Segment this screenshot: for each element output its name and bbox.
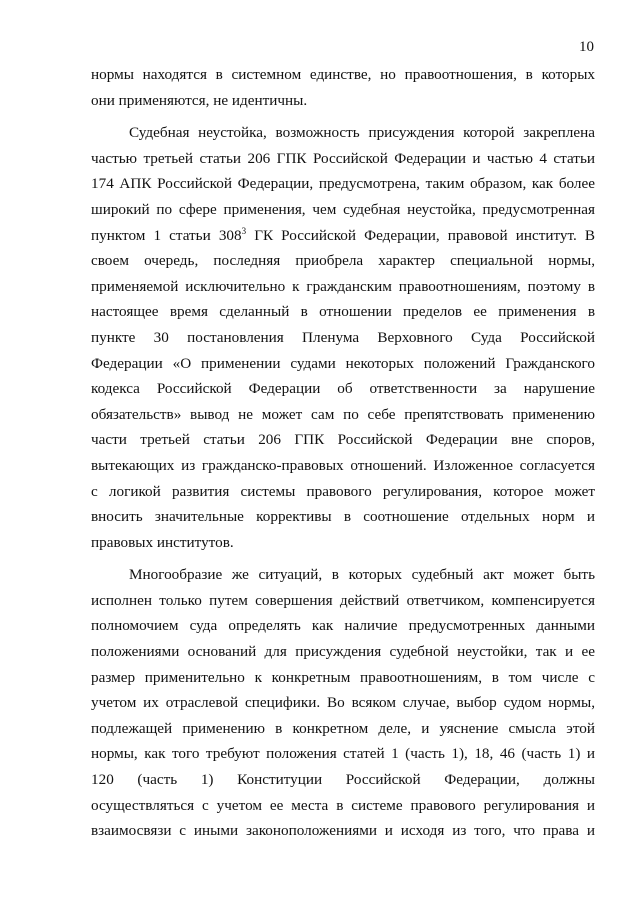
text-line: положениями оснований для присуждения судебной неустойки, так и ее bbox=[91, 643, 595, 661]
page-number: 10 bbox=[579, 39, 594, 55]
text-line: подлежащей применению в конкретном деле, и уяснение смысла этой bbox=[91, 719, 595, 737]
text-line: нормы находятся в системном единстве, но правоотношения, в которых bbox=[91, 66, 595, 83]
text-line: кодекса Российской Федерации об ответственности за нарушение bbox=[91, 380, 595, 398]
text-line: они применяются, не идентичны. bbox=[91, 91, 308, 109]
text-line: своем очередь, последняя приобрела характер специальной нормы, bbox=[91, 252, 595, 270]
text-line: частью третьей статьи 206 ГПК Российской Федерации и частью 4 статьи bbox=[91, 149, 595, 167]
text-line: вносить значительные коррективы в соотношение отдельных норм и bbox=[91, 508, 595, 526]
text-line: осуществляться с учетом ее места в системе правового регулирования и bbox=[91, 796, 595, 814]
text-line: исполнен только путем совершения действий ответчиком, компенсируется bbox=[91, 591, 595, 609]
text-line: правовых институтов. bbox=[91, 533, 234, 551]
text-line: Федерации «О применении судами некоторых положений Гражданского bbox=[91, 354, 595, 372]
text-line: части третьей статьи 206 ГПК Российской Федерации вне споров, bbox=[91, 431, 595, 449]
text-line: полномочием суда определять как наличие предусмотренных данными bbox=[91, 617, 595, 635]
paragraph-3 bbox=[91, 562, 595, 844]
text-line: с логикой развития системы правового регулирования, которое может bbox=[91, 482, 595, 500]
text-line bbox=[91, 223, 595, 249]
text-line: Многообразие же ситуаций, в которых судебный акт может быть bbox=[129, 566, 595, 584]
superscript-index: 3 bbox=[241, 225, 247, 236]
document-body bbox=[91, 62, 595, 844]
paragraph-2 bbox=[91, 120, 595, 555]
text-line: настоящее время сделанный в отношении пределов ее применения в bbox=[91, 303, 595, 321]
text-line: обязательств» вывод не может сам по себе препятствовать применению bbox=[91, 405, 595, 423]
paragraph-1 bbox=[91, 62, 595, 113]
text-line: вытекающих из гражданско-правовых отношений. Изложенное согласуется bbox=[91, 456, 595, 474]
text-line: учетом их отраслевой специфики. Во всяком случае, выбор судом нормы, bbox=[91, 694, 595, 712]
text-line: 174 АПК Российской Федерации, предусмотрена, таким образом, как более bbox=[91, 175, 595, 193]
text-line: 120 (часть 1) Конституции Российской Федерации, должны bbox=[91, 771, 595, 789]
text-line: Судебная неустойка, возможность присуждения которой закреплена bbox=[129, 124, 595, 142]
text-line: взаимосвязи с иными законоположениями и исходя из того, что права и bbox=[91, 822, 595, 840]
text-line: пункте 30 постановления Пленума Верховного Суда Российской bbox=[91, 328, 595, 346]
text-fragment: ГК Российской Федерации, правовой институт. В bbox=[246, 226, 596, 244]
text-fragment: пунктом 1 статьи 308 bbox=[91, 226, 242, 244]
text-line: применяемой исключительно к гражданским правоотношениям, поэтому в bbox=[91, 277, 595, 295]
text-line: размер применительно к конкретным правоотношениям, в том числе с bbox=[91, 668, 595, 686]
text-line: широкий по сфере применения, чем судебная неустойка, предусмотренная bbox=[91, 200, 595, 218]
text-line: нормы, как того требуют положения статей 1 (часть 1), 18, 46 (часть 1) и bbox=[91, 745, 595, 763]
